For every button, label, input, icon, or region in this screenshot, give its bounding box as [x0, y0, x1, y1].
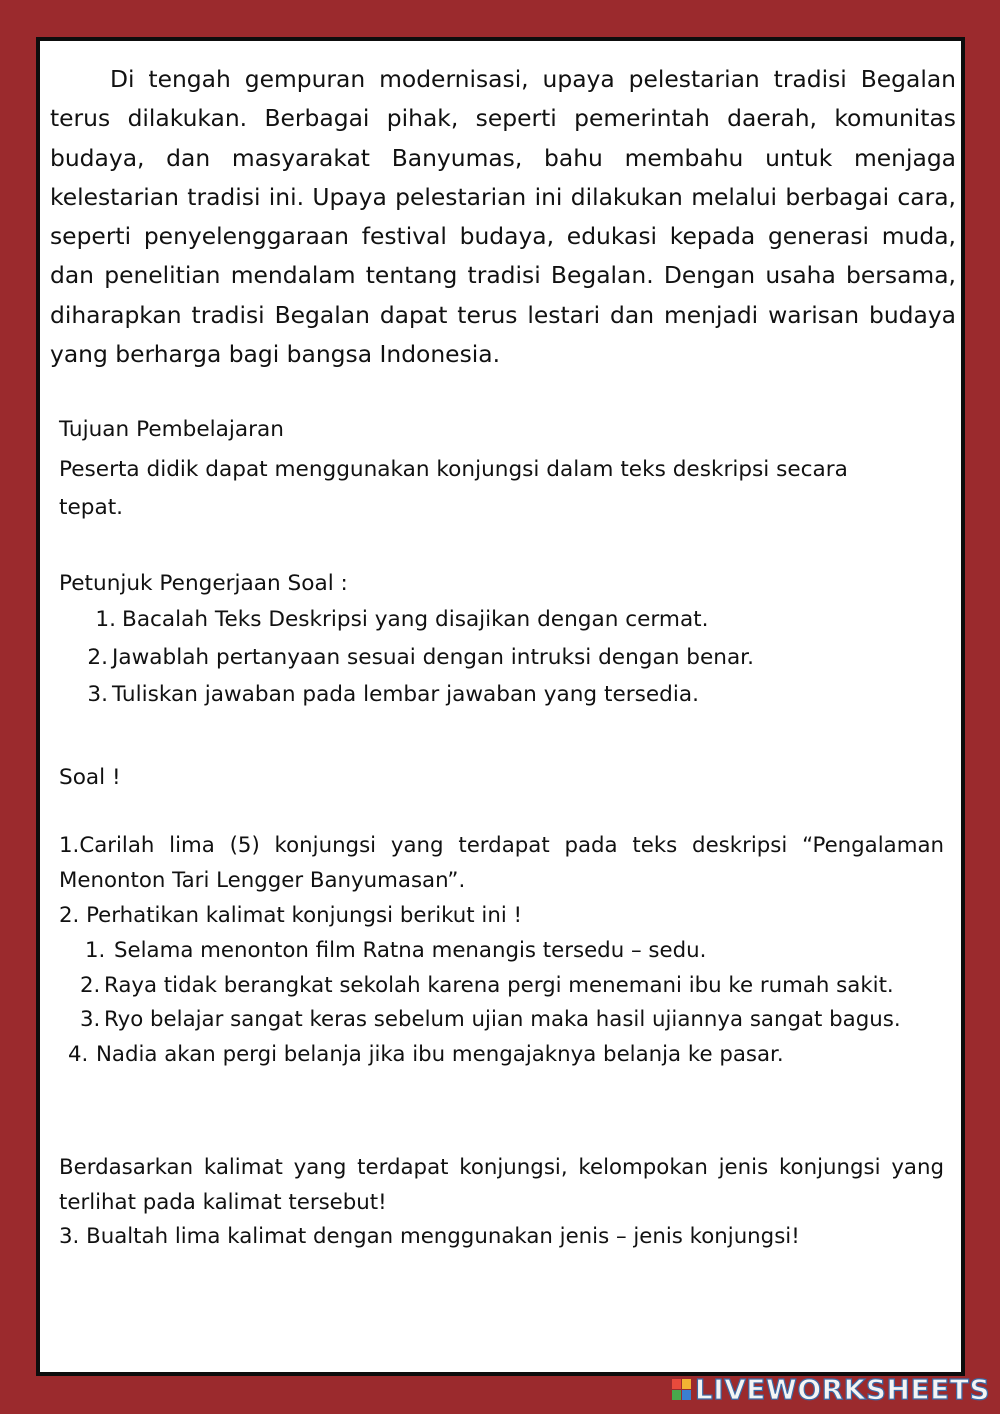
sentence-text: Raya tidak berangkat sekolah karena pergi menemani ibu ke rumah sakit. — [104, 972, 894, 998]
questions-title: Soal ! — [59, 765, 121, 790]
learning-objective-title: Tujuan Pembelajaran — [59, 417, 284, 442]
instruction-text: Tuliskan jawaban pada lembar jawaban yang tersedia. — [112, 682, 699, 707]
logo-tile — [672, 1390, 681, 1400]
sentence-item — [80, 934, 944, 969]
instruction-item — [80, 601, 754, 639]
instruction-text: Jawablah pertanyaan sesuai dengan intruksi dengan benar. — [112, 644, 754, 670]
logo-tile — [682, 1379, 691, 1389]
worksheet-page — [36, 37, 965, 1376]
question-3: 3. Bualtah lima kalimat dengan menggunakan jenis – jenis konjungsi! — [59, 1224, 800, 1249]
sentence-number: 3. — [80, 1007, 101, 1032]
logo-tile — [682, 1390, 691, 1400]
liveworksheets-logo-icon — [672, 1379, 691, 1400]
sentence-number: 1. — [85, 938, 106, 963]
instruction-number: 2. — [87, 644, 108, 670]
sentence-item — [80, 969, 944, 1004]
question-1: 1.Carilah lima (5) konjungsi yang terdapat pada teks deskripsi “Pengalaman Menonton Tari Lengger Banyumasan”. — [59, 833, 944, 893]
instructions-list — [80, 601, 754, 714]
sentence-text: Ryo belajar sangat keras sebelum ujian maka hasil ujiannya sangat bagus. — [104, 1007, 901, 1032]
sentence-item — [80, 1003, 944, 1038]
watermark-text: LIVEWORKSHEETS — [694, 1373, 990, 1406]
instruction-number: 3. — [87, 682, 108, 707]
learning-objective-text: Peserta didik dapat menggunakan konjungsi dalam teks deskripsi secara tepat. — [59, 457, 848, 520]
sentence-text: Nadia akan pergi belanja jika ibu mengajaknya belanja ke pasar. — [96, 1041, 784, 1067]
sentence-item — [68, 1038, 932, 1073]
sentence-text: Selama menonton film Ratna menangis tersedu – sedu. — [114, 938, 707, 963]
instruction-text: Bacalah Teks Deskripsi yang disajikan dengan cermat. — [122, 607, 709, 632]
question-2-task: Berdasarkan kalimat yang terdapat konjungsi, kelompokan jenis konjungsi yang terlihat pada kalimat tersebut! — [59, 1155, 944, 1215]
intro-paragraph: Di tengah gempuran modernisasi, upaya pelestarian tradisi Begalan terus dilakukan. Berbagai pihak, seperti pemerintah daerah, komunitas budaya, dan masyarakat Banyumas, bahu membahu untuk menjaga kelestarian tradisi ini. Upaya pelestarian ini dilakukan melalui berbagai cara, seperti penyelenggaraan festival budaya, edukasi kepada generasi muda, dan penelitian mendalam tentang tradisi Begalan. Dengan usaha bersama, diharapkan tradisi Begalan dapat terus lestari dan menjadi warisan budaya yang berharga bagi bangsa Indonesia. — [50, 65, 956, 369]
sentence-number: 2. — [80, 972, 101, 998]
instructions-title: Petunjuk Pengerjaan Soal : — [59, 571, 348, 596]
question-2-sentences — [68, 934, 944, 1072]
question-2-intro: 2. Perhatikan kalimat konjungsi berikut ini ! — [59, 903, 523, 928]
instruction-item — [80, 639, 754, 677]
logo-tile — [672, 1379, 681, 1389]
sentence-number: 4. — [68, 1041, 89, 1067]
instruction-number: 1. — [95, 607, 116, 632]
liveworksheets-watermark — [672, 1373, 990, 1406]
instruction-item — [80, 676, 754, 714]
